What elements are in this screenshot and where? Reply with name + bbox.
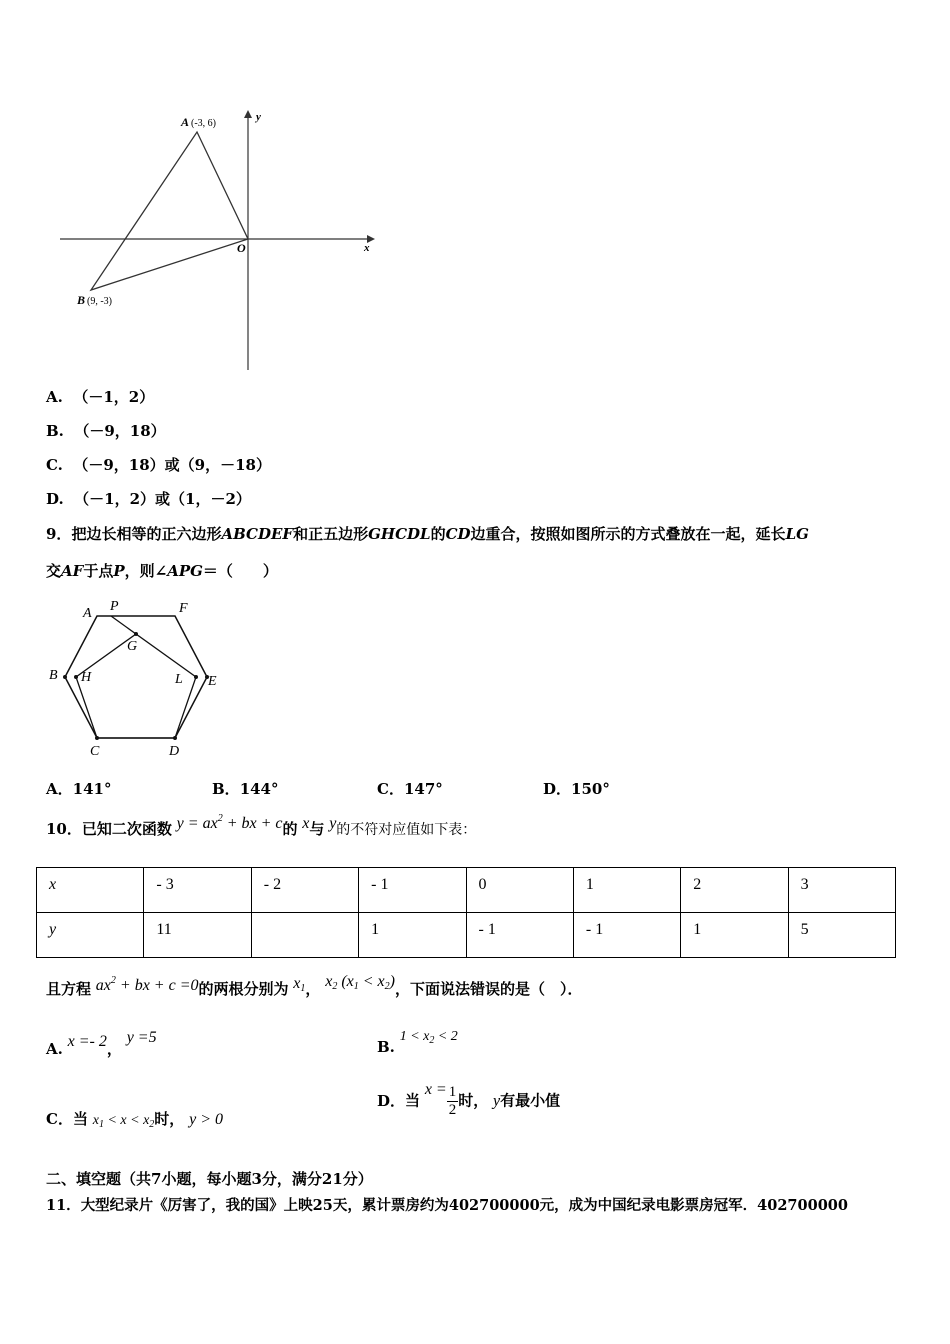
q9-text-8: ＝（ ） — [202, 562, 278, 580]
table-cell: - 1 — [573, 913, 680, 958]
q10-option-b-math — [400, 1029, 458, 1044]
q10-statement-3: ，下面说法错误的是（ ）． — [394, 980, 583, 998]
q10-option-d-fraction — [447, 1084, 459, 1119]
line-pg — [111, 616, 136, 634]
q9-option-c-text: 147° — [403, 780, 443, 798]
q10-option-b — [377, 1026, 458, 1056]
q10-func-square: 2 — [217, 813, 223, 824]
q10-equation — [96, 977, 199, 994]
dot-l — [194, 675, 198, 679]
q10-option-b-math-1: 1 < x — [399, 1029, 430, 1044]
table-cell: 3 — [788, 868, 895, 913]
q10-statement-2: 的两根分别为 — [198, 980, 289, 998]
q8-option-d-text: （－1，2）或（1，－2） — [74, 490, 251, 508]
q10-function — [177, 815, 283, 832]
q8-coordinate-figure — [55, 105, 385, 375]
table-cell: 0 — [466, 868, 573, 913]
q11-number: 11． — [46, 1197, 81, 1214]
q9-edge-cd: CD — [445, 525, 471, 543]
q11-text: 大型纪录片《厉害了，我的国》上映25天，累计票房约为402700000元，成为中国纪录电影票房冠军．402700000 — [80, 1197, 848, 1214]
q9-pentagon-name: GHCDL — [368, 525, 431, 543]
q9-text-4: 边重合，按照如图所示的方式叠放在一起，延长 — [470, 525, 786, 543]
q10-option-b-math-2: < 2 — [434, 1029, 458, 1044]
q10-eq-rest: + bx + c =0 — [119, 977, 199, 994]
table-cell: 11 — [144, 913, 251, 958]
q9-number: 9． — [46, 525, 72, 543]
q9-option-d-letter: D． — [543, 780, 572, 798]
q10-root-1 — [293, 975, 305, 992]
q10-equation-line — [46, 973, 583, 1000]
q10-var-y: y — [329, 815, 337, 832]
label-hex-c: C — [90, 744, 100, 759]
q10-option-c-letter: C． — [46, 1110, 73, 1128]
q10-option-c-math-2: < x < x — [103, 1113, 150, 1128]
q8-option-b — [46, 420, 166, 441]
label-x-axis: x — [364, 242, 370, 254]
table-cell: 1 — [681, 913, 788, 958]
q9-point-p: P — [113, 562, 125, 580]
q10-value-table — [36, 867, 896, 958]
table-cell: 5 — [788, 913, 895, 958]
q10-cond-sub2: 2 — [384, 981, 390, 992]
q10-option-c-math-3: y > 0 — [189, 1111, 223, 1128]
q10-option-c-math — [93, 1113, 155, 1128]
y-axis-arrow — [244, 110, 252, 118]
label-hex-g: G — [127, 639, 138, 654]
q9-hexagon-name: ABCDEF — [221, 525, 294, 543]
q9-option-d — [543, 778, 610, 799]
q8-option-c — [46, 454, 271, 475]
q10-option-c-sub-1: 1 — [98, 1119, 104, 1130]
table-cell — [251, 913, 358, 958]
label-hex-d: D — [169, 744, 180, 759]
q8-option-a — [46, 386, 154, 407]
q10-cond-mid: < x — [358, 973, 385, 990]
q9-option-b-letter: B． — [212, 780, 240, 798]
q9-text-5: 交 — [46, 562, 62, 580]
table-cell: 2 — [681, 868, 788, 913]
q8-option-a-letter: A. — [46, 388, 63, 406]
q10-option-d-math: x = — [424, 1080, 447, 1098]
q10-option-d-letter: D． — [377, 1091, 406, 1110]
q9-option-b-text: 144° — [239, 780, 279, 798]
label-hex-p: P — [110, 599, 119, 614]
q10-cond-close: ) — [389, 973, 395, 990]
q11-question — [46, 1194, 848, 1215]
q10-root-1-var: x — [293, 975, 301, 992]
label-hex-b: B — [49, 668, 58, 683]
q10-question — [46, 813, 477, 839]
q10-text-4: 的不符对应值如下表： — [336, 822, 477, 838]
label-b-coord: (9, -3) — [87, 296, 112, 307]
table-cell: - 1 — [359, 868, 466, 913]
section-2-heading: 二、填空题（共7小题，每小题3分，满分21分） — [46, 1170, 373, 1188]
table-cell: - 2 — [251, 868, 358, 913]
label-hex-h: H — [81, 670, 92, 685]
dot-b — [63, 675, 67, 679]
q10-option-d-var-y: y — [493, 1092, 501, 1110]
q9-question-line1 — [46, 523, 809, 544]
dot-d — [173, 736, 177, 740]
q10-number: 10． — [46, 820, 82, 838]
q9-angle-apg: APG — [167, 562, 203, 580]
q10-func-rest: + bx + c — [226, 815, 283, 832]
q9-option-c — [377, 778, 443, 799]
table-cell: - 3 — [144, 868, 251, 913]
q9-line-af: AF — [61, 562, 84, 580]
q10-option-b-letter: B. — [377, 1038, 395, 1056]
q10-root-2 — [325, 973, 395, 990]
dot-h — [74, 675, 78, 679]
q9-option-b — [212, 778, 279, 799]
q10-option-c-text-1: 当 — [72, 1110, 88, 1128]
label-hex-l: L — [175, 672, 183, 687]
q9-option-a-letter: A． — [46, 780, 73, 798]
table-row-x — [37, 868, 896, 913]
q9-line-lg: LG — [785, 525, 809, 543]
q10-option-a-comma: ， — [106, 1040, 122, 1058]
q8-option-d — [46, 488, 251, 509]
q10-comma: ， — [305, 980, 321, 998]
table-header-x: x — [37, 868, 144, 913]
q10-root-1-sub: 1 — [300, 983, 306, 994]
q10-cond-sub1: 1 — [353, 981, 359, 992]
label-hex-e: E — [208, 674, 217, 689]
dot-c — [95, 736, 99, 740]
label-y-axis: y — [256, 111, 261, 123]
q10-option-d-text-3: 有最小值 — [500, 1091, 561, 1110]
q9-question-line2 — [46, 560, 278, 581]
q8-option-a-text: （－1，2） — [73, 388, 155, 406]
q10-option-a-letter: A. — [46, 1040, 63, 1058]
q10-func-a: ax — [202, 815, 218, 832]
q10-option-c — [46, 1108, 223, 1130]
label-hex-f: F — [179, 601, 188, 616]
label-a-coord: (-3, 6) — [191, 118, 216, 129]
table-cell: 1 — [359, 913, 466, 958]
label-hex-a: A — [83, 606, 92, 621]
q10-eq-square: 2 — [110, 975, 116, 986]
q10-option-a-math-1: x =- 2 — [67, 1033, 107, 1050]
q9-option-c-letter: C． — [377, 780, 404, 798]
triangle-aob — [91, 132, 248, 290]
q10-option-d-text-2: 时， — [458, 1091, 489, 1110]
q8-option-b-text: （－9，18） — [74, 422, 166, 440]
label-b: B — [77, 293, 86, 307]
q10-cond-open: (x — [341, 973, 354, 990]
q9-option-d-text: 150° — [571, 780, 610, 798]
table-header-y: y — [37, 913, 144, 958]
q10-option-a-math-2: y =5 — [126, 1029, 157, 1046]
q9-text-2: 和正五边形 — [293, 525, 369, 543]
fraction-denominator: 2 — [448, 1102, 457, 1118]
q10-text-3: 与 — [309, 820, 325, 838]
q9-hexagon-pentagon-figure — [45, 595, 235, 765]
dot-g — [134, 632, 138, 636]
q9-option-a-text: 141° — [72, 780, 112, 798]
table-cell: - 1 — [466, 913, 573, 958]
fraction-numerator: 1 — [448, 1084, 457, 1100]
q9-text-6: 于点 — [83, 562, 114, 580]
table-cell: 1 — [573, 868, 680, 913]
label-origin: O — [237, 241, 246, 255]
q8-option-d-letter: D. — [46, 490, 64, 508]
q10-option-d-text-1: 当 — [405, 1091, 421, 1110]
q10-eq-a: ax — [95, 977, 111, 994]
q10-text-1: 已知二次函数 — [81, 820, 172, 838]
q8-option-c-text: （－9，18）或（9，－18） — [73, 456, 271, 474]
q10-option-c-math-1: x — [92, 1113, 99, 1128]
q8-option-c-letter: C. — [46, 456, 63, 474]
q10-var-x: x — [302, 815, 310, 832]
q9-text-3: 的 — [430, 525, 446, 543]
q10-option-b-sub: 2 — [429, 1035, 435, 1046]
q9-option-a — [46, 778, 111, 799]
q10-root-2-sub: 2 — [332, 981, 338, 992]
q10-option-c-sub-2: 2 — [149, 1119, 155, 1130]
q10-root-2-var: x — [325, 973, 333, 990]
q9-text-7: ，则∠ — [124, 562, 168, 580]
label-a: A — [181, 115, 190, 129]
table-row-y — [37, 913, 896, 958]
q10-option-c-text-2: 时， — [154, 1110, 185, 1128]
q10-statement-1: 且方程 — [46, 980, 92, 998]
q10-option-d — [377, 1080, 561, 1119]
q9-text-1: 把边长相等的正六边形 — [71, 525, 222, 543]
q10-func-lhs: y = — [176, 815, 199, 832]
q8-option-b-letter: B. — [46, 422, 64, 440]
q10-option-a — [46, 1029, 157, 1058]
q10-text-2: 的 — [282, 820, 298, 838]
